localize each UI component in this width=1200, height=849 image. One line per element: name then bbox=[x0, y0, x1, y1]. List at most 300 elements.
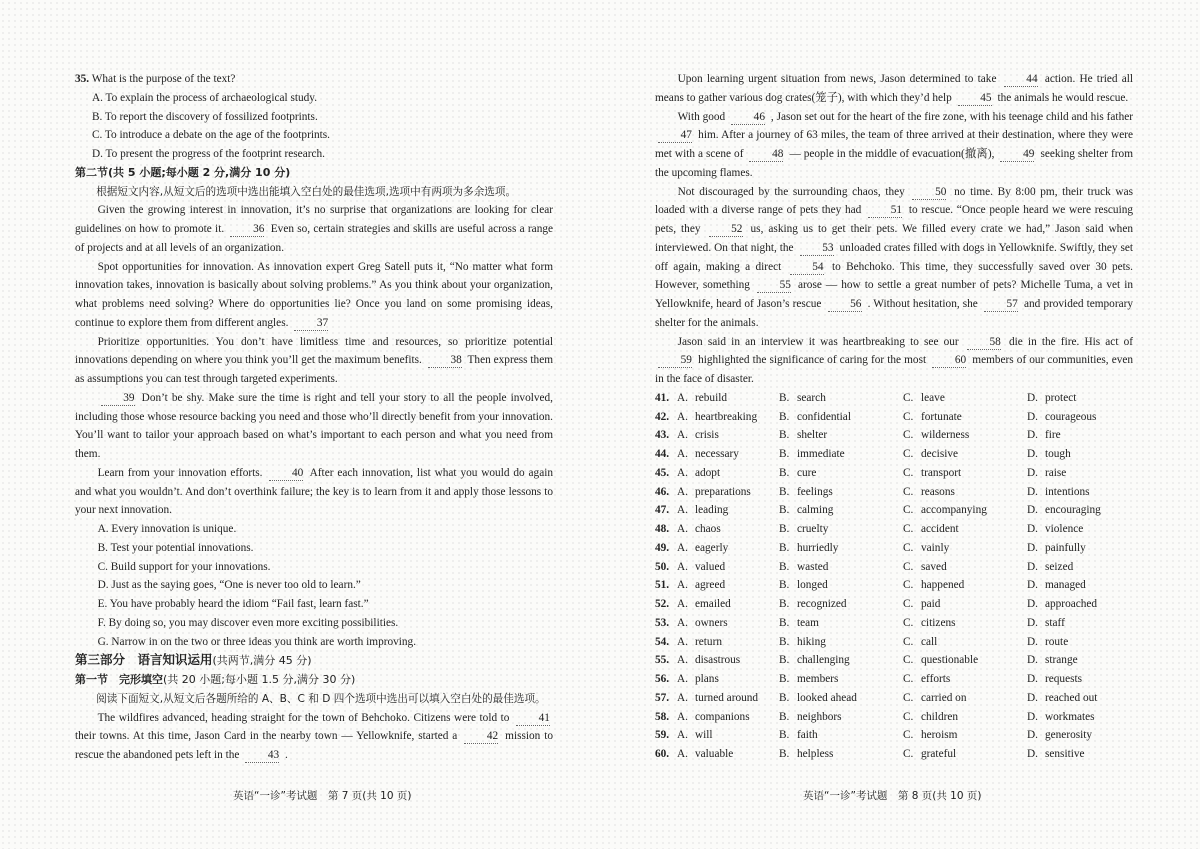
option-c bbox=[903, 576, 1027, 595]
option-letter: C. bbox=[903, 579, 914, 592]
paragraph-text: the animals he would rescue. bbox=[997, 91, 1129, 104]
paragraph bbox=[75, 333, 553, 389]
option-c bbox=[903, 670, 1027, 689]
option-letter: A. bbox=[677, 673, 688, 685]
option-d bbox=[1027, 539, 1133, 558]
option-text: necessary bbox=[695, 448, 739, 460]
option-text: cruelty bbox=[797, 523, 829, 535]
question-row bbox=[655, 689, 1133, 708]
blank-44: 44 bbox=[1004, 73, 1038, 87]
option-text: call bbox=[921, 635, 938, 648]
option-c bbox=[903, 689, 1027, 708]
question-number: 44. bbox=[655, 448, 670, 460]
question-number: 51. bbox=[655, 579, 670, 592]
option-letter: B. bbox=[779, 579, 790, 592]
paragraph bbox=[75, 709, 553, 765]
option-c bbox=[903, 651, 1027, 670]
question-row bbox=[655, 539, 1133, 558]
paragraph-text: Spot opportunities for innovation. As innovation expert Greg Satell puts it, “No matter what form innovation takes, innovation is basically about solving problems.” As you think about your organization, what problems need solving? Where do opportunities lie? Once you land on some promising ideas, continue to explore them from different angles. bbox=[75, 260, 553, 329]
question-row bbox=[655, 576, 1133, 595]
question-number: 58. bbox=[655, 710, 670, 723]
question-35 bbox=[75, 70, 553, 89]
option-letter: D. bbox=[1027, 448, 1038, 460]
option-text: encouraging bbox=[1045, 504, 1101, 517]
option-letter: B. bbox=[779, 691, 790, 704]
option-letter: B. bbox=[779, 391, 790, 404]
option-letter: A. bbox=[677, 560, 688, 573]
option-letter: D. bbox=[1027, 523, 1038, 535]
paragraph-text: no time. By 8:00 pm, their truck was loaded with a diverse range of pets they had bbox=[655, 185, 1133, 217]
section-heading bbox=[75, 671, 553, 690]
question-number: 46. bbox=[655, 485, 670, 498]
option-b bbox=[779, 708, 903, 727]
blank-41: 41 bbox=[516, 712, 550, 726]
paragraph-text: him. After a journey of 63 miles, the team of three arrived at their destination, where they were met with a scene of bbox=[655, 129, 1133, 160]
blank-59: 59 bbox=[658, 354, 692, 368]
option-d bbox=[1027, 708, 1133, 727]
paragraph bbox=[75, 258, 553, 333]
option-letter: B. bbox=[779, 504, 790, 517]
option-text: approached bbox=[1045, 598, 1098, 610]
option-text: rebuild bbox=[695, 391, 727, 404]
question-number: 35. bbox=[75, 73, 90, 85]
option-letter: A. bbox=[677, 504, 688, 517]
option-b bbox=[779, 651, 903, 670]
blank-52: 52 bbox=[709, 223, 743, 237]
option-text: happened bbox=[921, 579, 965, 592]
option-letter: C. bbox=[903, 748, 914, 760]
option-text: violence bbox=[1045, 523, 1084, 535]
option-text: courageous bbox=[1045, 410, 1097, 423]
question-row bbox=[655, 408, 1133, 427]
paragraph-text: their towns. At this time, Jason Card in the nearby town — Yellowknife, started a bbox=[75, 730, 458, 743]
option-text: children bbox=[921, 710, 959, 723]
option-a bbox=[677, 539, 779, 558]
option-text: managed bbox=[1045, 579, 1086, 592]
blank-38: 38 bbox=[428, 354, 462, 368]
option-letter: A. bbox=[677, 616, 688, 629]
cloze-options-table bbox=[655, 389, 1133, 764]
option-c bbox=[903, 483, 1027, 502]
option-c bbox=[903, 464, 1027, 483]
option-letter: C. bbox=[903, 410, 914, 423]
option-letter: C. bbox=[903, 466, 914, 479]
option-letter: B. bbox=[779, 523, 790, 535]
option-text: vainly bbox=[921, 541, 950, 554]
option-a bbox=[677, 389, 779, 408]
option-letter: D. bbox=[1027, 616, 1038, 629]
option-text: calming bbox=[797, 504, 834, 517]
question-row bbox=[655, 445, 1133, 464]
option: D. To present the progress of the footprint research. bbox=[91, 148, 325, 160]
blank-51: 51 bbox=[868, 204, 902, 218]
question-row bbox=[655, 651, 1133, 670]
option-d bbox=[1027, 670, 1133, 689]
option-b bbox=[779, 576, 903, 595]
option-text: heroism bbox=[921, 729, 958, 742]
option-letter: B. bbox=[779, 748, 790, 760]
option-letter: A. bbox=[677, 448, 688, 460]
option-d bbox=[1027, 464, 1133, 483]
option-d bbox=[1027, 576, 1133, 595]
blank-36: 36 bbox=[230, 223, 264, 237]
option-a bbox=[677, 595, 779, 614]
option-a bbox=[677, 408, 779, 427]
option-c bbox=[903, 445, 1027, 464]
option-letter: B. bbox=[779, 616, 790, 629]
question-row bbox=[655, 464, 1133, 483]
option: G. Narrow in on the two or three ideas you think are worth improving. bbox=[97, 635, 417, 648]
option-letter: A. bbox=[677, 691, 688, 704]
paragraph-text: . Without hesitation, she bbox=[867, 298, 978, 310]
section-instruction: 根据短文内容,从短文后的选项中选出能填入空白处的最佳选项,选项中有两项为多余选项。 bbox=[96, 185, 517, 198]
paragraph-text: unloaded crates filled with dogs in Yellowknife. Swiftly, they set off again, making a direct bbox=[655, 241, 1134, 273]
blank-37: 37 bbox=[294, 317, 328, 331]
option-text: workmates bbox=[1045, 710, 1095, 723]
option: A. To explain the process of archaeological study. bbox=[91, 91, 318, 104]
option-a bbox=[677, 745, 779, 764]
section-title: 第一节 完形填空 bbox=[75, 673, 163, 686]
option-letter: D. bbox=[1027, 654, 1038, 667]
option-b bbox=[779, 689, 903, 708]
question-number: 42. bbox=[655, 410, 670, 423]
option-text: strange bbox=[1045, 654, 1078, 667]
paragraph-text: and provided temporary shelter for the animals. bbox=[655, 298, 1134, 329]
option-text: generosity bbox=[1045, 729, 1093, 742]
option-text: team bbox=[797, 616, 819, 629]
paragraph-text: , Jason set out for the heart of the fire zone, with his teenage child and his father bbox=[770, 110, 1133, 123]
blank-56: 56 bbox=[828, 298, 862, 312]
option-text: return bbox=[695, 635, 722, 648]
paragraph-text: . bbox=[285, 749, 288, 761]
option-letter: C. bbox=[903, 560, 914, 573]
option-letter: A. bbox=[677, 391, 688, 404]
paragraph-text: The wildfires advanced, heading straight for the town of Behchoko. Citizens were told to bbox=[97, 711, 510, 724]
option-letter: D. bbox=[1027, 673, 1038, 685]
paragraph bbox=[655, 333, 1133, 389]
option-letter: A. bbox=[677, 485, 688, 498]
option-letter: D. bbox=[1027, 579, 1038, 592]
option-text: immediate bbox=[797, 448, 845, 460]
question-number: 45. bbox=[655, 466, 670, 479]
option-b bbox=[779, 501, 903, 520]
passage-innovation bbox=[75, 201, 553, 520]
option-b bbox=[779, 745, 903, 764]
blank-53: 53 bbox=[800, 242, 834, 256]
option: A. Every innovation is unique. bbox=[97, 523, 237, 535]
option-text: saved bbox=[921, 560, 947, 573]
question-row bbox=[655, 614, 1133, 633]
option-letter: B. bbox=[779, 635, 790, 648]
blank-47: 47 bbox=[658, 129, 692, 143]
option-text: heartbreaking bbox=[695, 410, 758, 423]
option-letter: D. bbox=[1027, 748, 1038, 760]
option-letter: C. bbox=[903, 523, 914, 535]
paragraph-text: Prioritize opportunities. You don’t have limitless time and resources, so prioritize potential innovations depending on where you think you’ll get the maximum benefits. bbox=[75, 335, 553, 367]
blank-60: 60 bbox=[932, 354, 966, 368]
option-text: companions bbox=[695, 710, 750, 723]
question-number: 54. bbox=[655, 635, 670, 648]
option-letter: D. bbox=[1027, 466, 1038, 479]
question-number: 56. bbox=[655, 673, 670, 685]
paragraph bbox=[75, 201, 553, 257]
option-text: sensitive bbox=[1045, 748, 1085, 760]
option-text: carried on bbox=[921, 691, 967, 704]
option-text: valuable bbox=[695, 748, 734, 760]
option-c bbox=[903, 520, 1027, 539]
blank-55: 55 bbox=[757, 279, 791, 293]
option-text: members bbox=[797, 673, 839, 685]
question-number: 57. bbox=[655, 691, 670, 704]
option-text: staff bbox=[1045, 616, 1065, 629]
option-a bbox=[677, 520, 779, 539]
option-b bbox=[779, 426, 903, 445]
option-b bbox=[779, 464, 903, 483]
option-text: decisive bbox=[921, 448, 959, 460]
option-letter: D. bbox=[1027, 485, 1038, 498]
option-text: recognized bbox=[797, 598, 847, 610]
option-letter: A. bbox=[677, 748, 688, 760]
option-a bbox=[677, 501, 779, 520]
question-row bbox=[655, 595, 1133, 614]
option-letter: D. bbox=[1027, 410, 1038, 423]
option-letter: A. bbox=[677, 729, 688, 742]
option-c bbox=[903, 614, 1027, 633]
paragraph-text: arose — how to settle a great number of pets? Michelle Tuma, a vet in Yellowknife, heard of Jason’s rescue bbox=[655, 279, 1134, 310]
option-d bbox=[1027, 389, 1133, 408]
option-letter: B. bbox=[779, 710, 790, 723]
paragraph-text: to Behchoko. This time, they successfully saved over 30 pets. However, something bbox=[655, 260, 1133, 292]
option-letter: A. bbox=[677, 541, 688, 554]
option-letter: A. bbox=[677, 579, 688, 592]
option-letter: C. bbox=[903, 391, 914, 404]
question-number: 53. bbox=[655, 616, 670, 629]
option-d bbox=[1027, 689, 1133, 708]
question-row bbox=[655, 726, 1133, 745]
option-text: wasted bbox=[797, 560, 829, 573]
option-text: grateful bbox=[921, 748, 957, 760]
blank-42: 42 bbox=[464, 730, 498, 744]
option-text: will bbox=[695, 729, 713, 742]
option-letter: C. bbox=[903, 710, 914, 723]
passage-wildfire-continued bbox=[655, 70, 1133, 389]
option-text: fire bbox=[1045, 429, 1061, 442]
option-letter: B. bbox=[779, 410, 790, 423]
blank-40: 40 bbox=[269, 467, 303, 481]
option-text: leave bbox=[921, 391, 945, 404]
paragraph-text: Upon learning urgent situation from news, Jason determined to take bbox=[677, 73, 997, 85]
option-text: confidential bbox=[797, 410, 851, 423]
question-row bbox=[655, 389, 1133, 408]
option-text: questionable bbox=[921, 654, 979, 667]
blank-54: 54 bbox=[790, 261, 824, 275]
option-text: search bbox=[797, 391, 826, 404]
left-column bbox=[75, 70, 553, 765]
option-letter: B. bbox=[779, 466, 790, 479]
option-c bbox=[903, 426, 1027, 445]
option-letter: D. bbox=[1027, 429, 1038, 442]
option-letter: C. bbox=[903, 729, 914, 742]
paragraph-text: Even so, certain strategies and skills are useful across a range of projects and at all levels of an organization. bbox=[75, 223, 554, 254]
option-a bbox=[677, 708, 779, 727]
option-a bbox=[677, 558, 779, 577]
option-letter: B. bbox=[779, 485, 790, 498]
option-text: hurriedly bbox=[797, 541, 839, 554]
blank-49: 49 bbox=[1000, 148, 1034, 162]
option: F. By doing so, you may discover even more exciting possibilities. bbox=[97, 616, 399, 629]
option-c bbox=[903, 595, 1027, 614]
option-a bbox=[677, 689, 779, 708]
section-instruction: 阅读下面短文,从短文后各题所给的 A、B、C 和 D 四个选项中选出可以填入空白处的最佳选项。 bbox=[96, 692, 546, 705]
option-letter: C. bbox=[903, 616, 914, 629]
option-text: paid bbox=[921, 598, 941, 610]
option: E. You have probably heard the idiom “Fail fast, learn fast.” bbox=[97, 598, 369, 610]
option: C. To introduce a debate on the age of the footprints. bbox=[91, 129, 330, 142]
option-text: requests bbox=[1045, 673, 1083, 685]
option-d bbox=[1027, 426, 1133, 445]
option-text: efforts bbox=[921, 673, 951, 685]
option-letter: A. bbox=[677, 466, 688, 479]
option-letter: C. bbox=[903, 541, 914, 554]
option-text: transport bbox=[921, 466, 962, 479]
paragraph-text: Jason said in an interview it was heartbreaking to see our bbox=[677, 335, 959, 348]
question-row bbox=[655, 745, 1133, 764]
option-letter: C. bbox=[903, 673, 914, 685]
blank-48: 48 bbox=[749, 148, 783, 162]
paragraph-text: to rescue. “Once people heard we were rescuing pets, they bbox=[655, 204, 1134, 235]
option-c bbox=[903, 726, 1027, 745]
option-a bbox=[677, 726, 779, 745]
option-text: citizens bbox=[921, 616, 956, 629]
option-letter: D. bbox=[1027, 541, 1038, 554]
option-d bbox=[1027, 445, 1133, 464]
paragraph-text: highlighted the significance of caring for the most bbox=[698, 354, 927, 367]
option-text: looked ahead bbox=[797, 691, 857, 704]
paragraph bbox=[655, 108, 1133, 183]
option-letter: C. bbox=[903, 654, 914, 667]
option-letter: C. bbox=[903, 691, 914, 704]
option: B. To report the discovery of fossilized footprints. bbox=[91, 110, 318, 123]
question-number: 41. bbox=[655, 391, 670, 404]
blank-46: 46 bbox=[731, 111, 765, 125]
option-d bbox=[1027, 651, 1133, 670]
option-b bbox=[779, 614, 903, 633]
option-d bbox=[1027, 595, 1133, 614]
question-number: 43. bbox=[655, 429, 670, 442]
option-text: eagerly bbox=[695, 541, 729, 554]
paragraph-text: action. He tried all means to gather various dog crates(笼子), with which they’d help bbox=[655, 73, 1133, 104]
option-c bbox=[903, 389, 1027, 408]
option-letter: B. bbox=[779, 448, 790, 460]
option-d bbox=[1027, 614, 1133, 633]
option-letter: B. bbox=[779, 541, 790, 554]
option-text: painfully bbox=[1045, 541, 1086, 554]
part-heading bbox=[75, 651, 553, 671]
blank-50: 50 bbox=[912, 186, 946, 200]
option-b bbox=[779, 445, 903, 464]
option-letter: A. bbox=[677, 523, 688, 535]
option-text: emailed bbox=[695, 598, 731, 610]
option-text: faith bbox=[797, 729, 818, 742]
option-letter: C. bbox=[903, 448, 914, 460]
option-letter: B. bbox=[779, 654, 790, 667]
option-a bbox=[677, 576, 779, 595]
option-d bbox=[1027, 520, 1133, 539]
option-letter: D. bbox=[1027, 391, 1038, 404]
option-text: challenging bbox=[797, 654, 850, 667]
paragraph bbox=[75, 389, 553, 464]
option-d bbox=[1027, 483, 1133, 502]
option-letter: A. bbox=[677, 410, 688, 423]
option-text: raise bbox=[1045, 466, 1067, 479]
blank-43: 43 bbox=[245, 749, 279, 763]
option-letter: D. bbox=[1027, 691, 1038, 704]
paragraph-text: mission to rescue the abandoned pets left in the bbox=[75, 730, 554, 761]
option-text: preparations bbox=[695, 485, 751, 498]
paragraph-text: With good bbox=[677, 110, 726, 123]
section-note: (共 20 小题;每小题 1.5 分,满分 30 分) bbox=[163, 673, 356, 686]
option-letter: C. bbox=[903, 635, 914, 648]
option-text: helpless bbox=[797, 748, 834, 760]
question-number: 48. bbox=[655, 523, 670, 535]
option-text: crisis bbox=[695, 429, 719, 442]
option-a bbox=[677, 651, 779, 670]
paragraph-text: Given the growing interest in innovation, it’s no surprise that organizations are looking for clear guidelines on how to promote it. bbox=[75, 204, 553, 235]
paragraph-text: Don’t be shy. Make sure the time is right and tell your story to all the people involved, including those whose resource backing you need and those who’ll directly benefit from your innovation. You’ll want to tailor your approach based on what’s important to each person and what you need from them. bbox=[75, 391, 553, 460]
option-b bbox=[779, 408, 903, 427]
option-a bbox=[677, 445, 779, 464]
question-number: 59. bbox=[655, 729, 670, 742]
option-c bbox=[903, 633, 1027, 652]
option-letter: A. bbox=[677, 429, 688, 442]
question-number: 50. bbox=[655, 560, 670, 573]
blank-45: 45 bbox=[958, 92, 992, 106]
option-text: reasons bbox=[921, 485, 955, 498]
question-number: 49. bbox=[655, 541, 670, 554]
paragraph-text: Not discouraged by the surrounding chaos, they bbox=[677, 185, 905, 198]
option-text: turned around bbox=[695, 691, 759, 704]
option-letter: A. bbox=[677, 710, 688, 723]
option-text: plans bbox=[695, 673, 719, 685]
option-letter: D. bbox=[1027, 598, 1038, 610]
option-text: seized bbox=[1045, 560, 1074, 573]
option-letter: D. bbox=[1027, 710, 1038, 723]
option-b bbox=[779, 670, 903, 689]
option-d bbox=[1027, 633, 1133, 652]
question-row bbox=[655, 520, 1133, 539]
option-text: feelings bbox=[797, 485, 833, 498]
paragraph bbox=[655, 183, 1133, 333]
option-a bbox=[677, 464, 779, 483]
option-text: accompanying bbox=[921, 504, 987, 517]
option-b bbox=[779, 726, 903, 745]
option-letter: C. bbox=[903, 504, 914, 517]
option-letter: B. bbox=[779, 598, 790, 610]
option-text: disastrous bbox=[695, 654, 741, 667]
option-a bbox=[677, 614, 779, 633]
question-row bbox=[655, 501, 1133, 520]
option-b bbox=[779, 633, 903, 652]
option-b bbox=[779, 558, 903, 577]
question-number: 47. bbox=[655, 504, 670, 517]
part-note: (共两节,满分 45 分) bbox=[212, 654, 312, 668]
option-text: reached out bbox=[1045, 691, 1098, 704]
page-footer-right: 英语“一诊”考试题 第 8 页(共 10 页) bbox=[803, 790, 982, 802]
option-c bbox=[903, 539, 1027, 558]
paragraph-text: members of our communities, even in the face of disaster. bbox=[655, 354, 1134, 385]
option-letter: C. bbox=[903, 429, 914, 442]
option-text: protect bbox=[1045, 391, 1077, 404]
